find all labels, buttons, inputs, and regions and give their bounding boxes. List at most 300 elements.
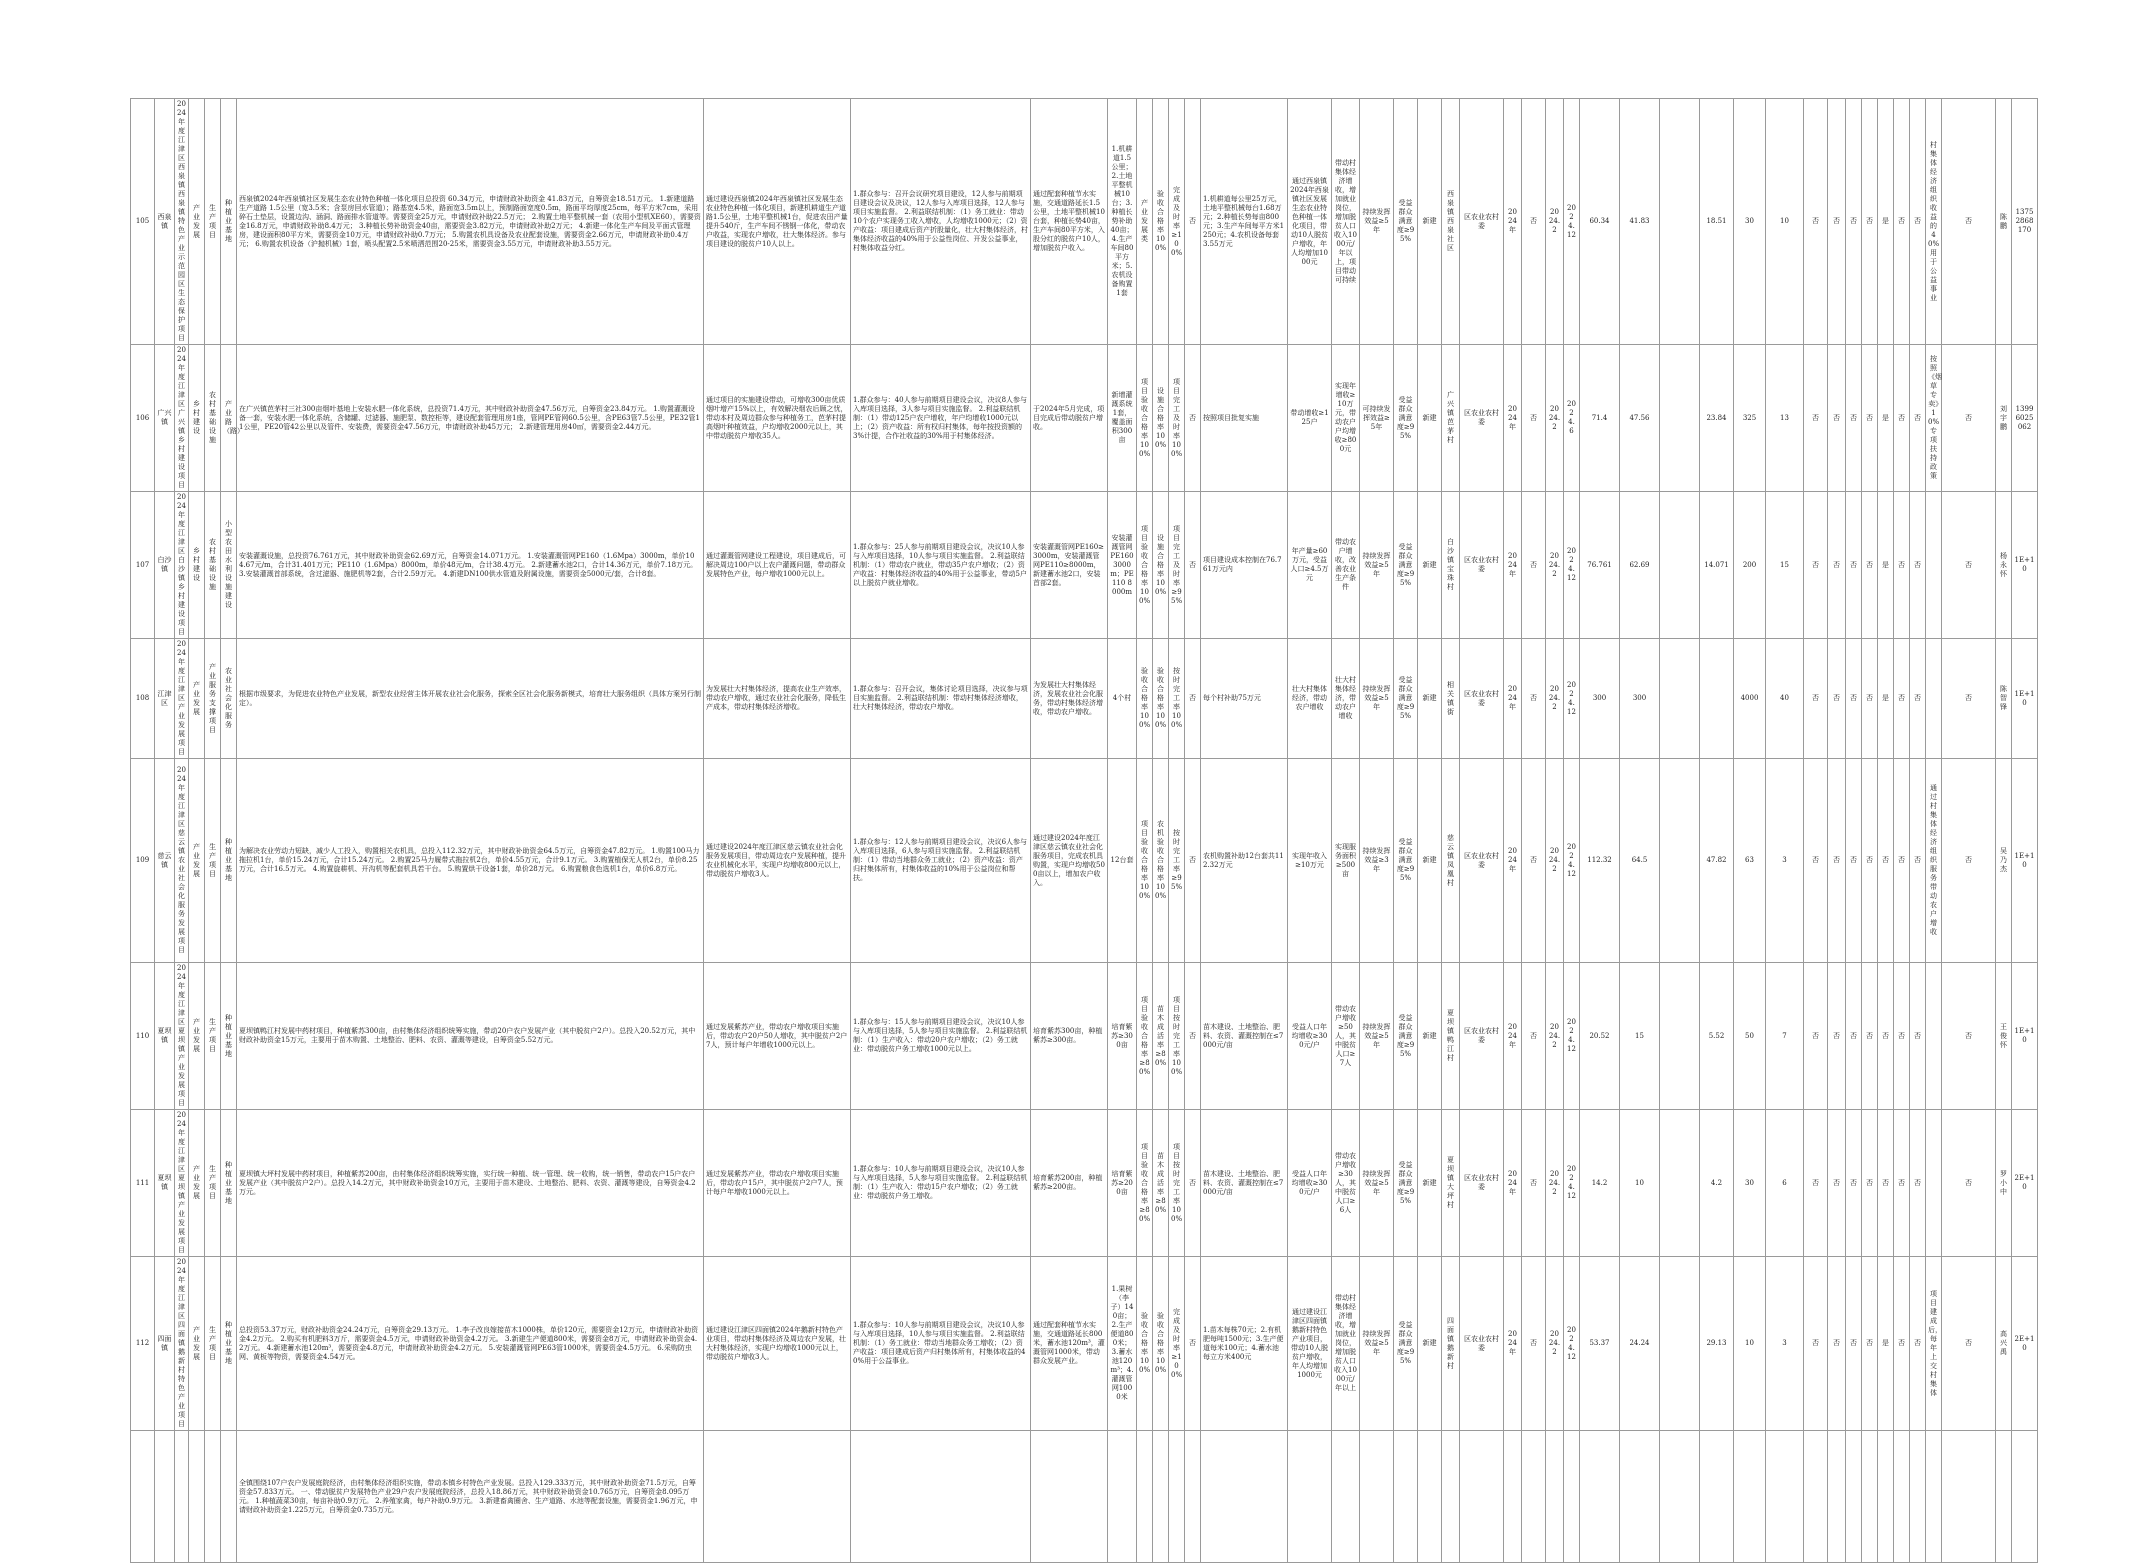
performance-goal: 于2024年5月完成，项目完成后带动脱贫户增收。 <box>1031 345 1108 492</box>
cost-indicator: 苗木建设、土地整治、肥料、农资、灌溉控制在≤7000元/亩 <box>1201 1110 1288 1257</box>
table-row <box>131 1257 2068 1431</box>
bundled-flag: 否 <box>1522 1110 1546 1257</box>
contact-phone: 1E+10 <box>2012 492 2038 639</box>
flag-8: 否 <box>1942 639 1996 759</box>
empty-cell <box>1894 1431 1910 1563</box>
sustainability: 持续发挥效益≥5年 <box>1360 99 1394 345</box>
central-funds: 62.69 <box>1620 492 1660 639</box>
plan-year: 2024年 <box>1504 1257 1522 1431</box>
flag-7: 否 <box>1910 759 1926 963</box>
project-category: 种植业基地 <box>221 759 237 963</box>
empty-cell <box>1394 1431 1418 1563</box>
flag-3: 否 <box>1846 639 1862 759</box>
empty-cell <box>1620 1431 1660 1563</box>
total-investment: 300 <box>1580 639 1620 759</box>
flag-5: 否 <box>1878 759 1894 963</box>
sustainability: 持续发挥效益≥5年 <box>1360 1110 1394 1257</box>
start-date: 2024.2 <box>1546 99 1564 345</box>
start-date: 2024.2 <box>1546 492 1564 639</box>
performance-goal: 通过配套种植节水实施，交通道路延长800米，蓄水池120m³，灌溉管网1000米，带动群众发展产业。 <box>1031 1257 1108 1431</box>
contact-person: 刘宇鹏 <box>1996 345 2012 492</box>
flag-2: 否 <box>1828 1110 1846 1257</box>
start-date: 2024.2 <box>1546 639 1564 759</box>
project-subtype: 生产项目 <box>205 963 221 1110</box>
responsible-dept: 区农业农村委 <box>1460 759 1504 963</box>
flag-7: 否 <box>1910 492 1926 639</box>
row-number: 109 <box>131 759 155 963</box>
empty-cell <box>1288 1431 1332 1563</box>
table-row <box>131 345 2068 492</box>
construction-nature: 新建 <box>1418 639 1442 759</box>
empty-cell <box>1660 1431 1700 1563</box>
flag-2: 否 <box>1828 1257 1846 1431</box>
town-cell: 白沙镇 <box>155 492 175 639</box>
project-category: 小型农田水利设施建设 <box>221 492 237 639</box>
cost-indicator: 每个村补助75万元 <box>1201 639 1288 759</box>
bundled-flag: 否 <box>1522 345 1546 492</box>
total-investment: 60.34 <box>1580 99 1620 345</box>
project-subtype: 生产项目 <box>205 759 221 963</box>
project-name: 2024年度江津区夏坝镇产业发展项目 <box>175 963 189 1110</box>
flag-5: 是 <box>1878 492 1894 639</box>
empty-cell <box>704 1431 851 1563</box>
empty-cell <box>131 1431 155 1563</box>
cost-indicator: 项目建设成本控制在76.761万元内 <box>1201 492 1288 639</box>
sustainability: 可持续发挥效益≥5年 <box>1360 345 1394 492</box>
poor-beneficiary-count: 15 <box>1766 492 1804 639</box>
start-date: 2024.2 <box>1546 1110 1564 1257</box>
timeliness-indicator: 完成及时率≥100% <box>1169 99 1185 345</box>
output-quantity: 培育紫苏≥300亩 <box>1108 963 1137 1110</box>
beneficiary-count: 30 <box>1734 99 1766 345</box>
quality-indicator: 苗木成活率≥80% <box>1153 963 1169 1110</box>
responsible-dept: 区农业农村委 <box>1460 99 1504 345</box>
sustainability: 持续发挥效益≥5年 <box>1360 963 1394 1110</box>
start-date: 2024.2 <box>1546 345 1564 492</box>
city-funds <box>1660 639 1700 759</box>
cost-indicator: 按照项目批复实施 <box>1201 345 1288 492</box>
flag-7: 否 <box>1910 963 1926 1110</box>
empty-cell <box>1564 1431 1580 1563</box>
placeholder-a: 否 <box>1185 1257 1201 1431</box>
responsible-dept: 区农业农村委 <box>1460 963 1504 1110</box>
placeholder-a: 否 <box>1185 759 1201 963</box>
central-funds: 24.24 <box>1620 1257 1660 1431</box>
economic-benefit: 带动增收≥125户 <box>1288 345 1332 492</box>
project-category: 种植业基地 <box>221 963 237 1110</box>
contact-person: 杨永怀 <box>1996 492 2012 639</box>
flag-4: 否 <box>1862 492 1878 639</box>
flag-8: 否 <box>1942 492 1996 639</box>
responsible-dept: 区农业农村委 <box>1460 1257 1504 1431</box>
plan-year: 2024年 <box>1504 1110 1522 1257</box>
placeholder-a: 否 <box>1185 963 1201 1110</box>
output-indicator: 项目验收合格率≥80% <box>1137 1110 1153 1257</box>
table-row <box>131 963 2068 1110</box>
sustainability: 持续发挥效益≥5年 <box>1360 492 1394 639</box>
bundled-flag: 否 <box>1522 99 1546 345</box>
town-cell: 江津区 <box>155 639 175 759</box>
flag-2: 否 <box>1828 492 1846 639</box>
performance-goal: 培育紫苏300亩，种植紫苏≥300亩。 <box>1031 963 1108 1110</box>
output-quantity: 培育紫苏≥200亩 <box>1108 1110 1137 1257</box>
contact-phone: 2E+10 <box>2012 1110 2038 1257</box>
remark: 通过村集体经济组织服务带动农户增收 <box>1926 759 1942 963</box>
satisfaction: 受益群众满意度≥95% <box>1394 639 1418 759</box>
flag-1: 否 <box>1804 963 1828 1110</box>
end-date: 2024.6 <box>1564 345 1580 492</box>
project-type: 产业发展 <box>189 963 205 1110</box>
row-number: 110 <box>131 963 155 1110</box>
flag-6: 否 <box>1894 759 1910 963</box>
cost-indicator: 苗木建设、土地整治、肥料、农资、灌溉控制在≤7000元/亩 <box>1201 963 1288 1110</box>
quality-indicator: 设施合格率100% <box>1153 345 1169 492</box>
placeholder-a: 否 <box>1185 99 1201 345</box>
remark <box>1926 1110 1942 1257</box>
end-date: 2024.12 <box>1564 99 1580 345</box>
placeholder-a: 否 <box>1185 345 1201 492</box>
flag-4: 否 <box>1862 759 1878 963</box>
placeholder-a: 否 <box>1185 492 1201 639</box>
cost-indicator: 农机购置补助12台套共112.32万元 <box>1201 759 1288 963</box>
empty-cell <box>1031 1431 1108 1563</box>
contact-phone: 13996025062 <box>2012 345 2038 492</box>
construction-content: 在广兴镇芭茅村三社300亩烟叶基地上安装水肥一体化系统，总投资71.4万元，其中财政补助资金47.56万元，自筹资金23.84万元。 1.购置灌溉设备一套，安装水肥一体化系统，含储罐、过滤器、施肥泵、数控柜等，建设配套管理用房1座，管网PE管网60.5公里，含PE63管7.5公里，PE32管11公里，PE20管42公里以及管件、安装费，需要资金47.56万元，申请财政补助45万元； 2.新建管理用房40㎡，需要资金2.44万元。 <box>237 345 704 492</box>
remark <box>1926 963 1942 1110</box>
beneficiary-count: 50 <box>1734 963 1766 1110</box>
plan-year: 2024年 <box>1504 639 1522 759</box>
city-funds <box>1660 345 1700 492</box>
interest-linkage: 1.群众参与：召开会议，集体讨论项目选择，决议参与项目实施监督。 2.利益联结机制：带动村集体经济增收，壮大村集体经济，带动农户增收。 <box>851 639 1031 759</box>
benefit-mechanism: 通过建设西泉镇2024年西泉镇社区发展生态农业特色种植一体化项目，新建机耕道生产道路1.5公里，土地平整机械1台，促进农田产量提升540斤，生产车间不锈钢一体化，带动农户收益，实现农户增收，壮大集体经济。参与项目建设的脱贫户10人以上。 <box>704 99 851 345</box>
bundled-flag: 否 <box>1522 963 1546 1110</box>
construction-site: 相关镇街 <box>1442 639 1460 759</box>
project-subtype: 农村基础设施 <box>205 492 221 639</box>
construction-site: 夏坝镇鸭江村 <box>1442 963 1460 1110</box>
flag-7: 否 <box>1910 99 1926 345</box>
poor-beneficiary-count: 6 <box>1766 1110 1804 1257</box>
construction-content: 夏坝镇大坪村发展中药材项目，种植紫苏200亩，由村集体经济组织统筹实施，实行统一种植、统一管理、统一收购，统一销售，带动农户15户农户发展产业（其中脱贫户2户）。总投入14.2万元，其中财政补助资金10万元，主要用于苗木建设、土地整治、肥料、农资、灌溉等建设，自筹资金4.2万元。 <box>237 1110 704 1257</box>
flag-1: 否 <box>1804 345 1828 492</box>
flag-4: 否 <box>1862 1110 1878 1257</box>
flag-8: 否 <box>1942 1110 1996 1257</box>
economic-benefit: 实现年收入≥10万元 <box>1288 759 1332 963</box>
contact-phone: 2E+10 <box>2012 1257 2038 1431</box>
poor-beneficiary-count: 7 <box>1766 963 1804 1110</box>
table-row <box>131 639 2068 759</box>
satisfaction: 受益群众满意度≥95% <box>1394 759 1418 963</box>
construction-content: 根据市级要求，为促进农业特色产业发展，新型农业经营主体开展农业社会化服务，探索全区社会化服务新模式，培育壮大服务组织（具体方案另行制定）。 <box>237 639 704 759</box>
central-funds: 300 <box>1620 639 1660 759</box>
contact-person: 陈智锋 <box>1996 639 2012 759</box>
project-type: 产业发展 <box>189 759 205 963</box>
remark <box>1926 639 1942 759</box>
city-funds <box>1660 963 1700 1110</box>
total-investment: 53.37 <box>1580 1257 1620 1431</box>
timeliness-indicator: 项目完工及时率≥95% <box>1169 492 1185 639</box>
poor-beneficiary-count: 40 <box>1766 639 1804 759</box>
city-funds <box>1660 759 1700 963</box>
flag-8: 否 <box>1942 963 1996 1110</box>
empty-cell <box>851 1431 1031 1563</box>
central-funds: 15 <box>1620 963 1660 1110</box>
row-number: 111 <box>131 1110 155 1257</box>
beneficiary-count: 200 <box>1734 492 1766 639</box>
project-subtype: 农村基础设施 <box>205 345 221 492</box>
flag-3: 否 <box>1846 1110 1862 1257</box>
construction-nature: 新建 <box>1418 759 1442 963</box>
responsible-dept: 区农业农村委 <box>1460 492 1504 639</box>
flag-4: 否 <box>1862 963 1878 1110</box>
project-category: 农业社会化服务 <box>221 639 237 759</box>
remark: 村集体经济组织收益的40%用于公益事业 <box>1926 99 1942 345</box>
social-benefit: 带动村集体经济增收，增加就业岗位，增加脱贫人口收入1000元/年以上 <box>1332 1257 1360 1431</box>
flag-1: 否 <box>1804 492 1828 639</box>
total-investment: 71.4 <box>1580 345 1620 492</box>
cost-indicator: 1.机耕道每公里25万元，土地平整机械每台1.68万元；2.种植长势每亩800元；3.生产车间每平方米1250元；4.农机设备每套3.55万元 <box>1201 99 1288 345</box>
self-funds: 14.071 <box>1700 492 1734 639</box>
contact-phone: 1E+10 <box>2012 639 2038 759</box>
social-benefit: 壮大村集体经济，带动农户增收 <box>1332 639 1360 759</box>
flag-4: 否 <box>1862 1257 1878 1431</box>
construction-nature: 新建 <box>1418 1110 1442 1257</box>
construction-nature: 新建 <box>1418 1257 1442 1431</box>
contact-person: 陈鹏 <box>1996 99 2012 345</box>
beneficiary-count: 4000 <box>1734 639 1766 759</box>
empty-cell <box>1185 1431 1201 1563</box>
project-name: 2024年度江津区夏坝镇产业发展项目 <box>175 1110 189 1257</box>
flag-2: 否 <box>1828 963 1846 1110</box>
contact-phone: 13752868170 <box>2012 99 2038 345</box>
empty-cell <box>1504 1431 1522 1563</box>
output-quantity: 1.果树（李子）140亩；2.生产便道800米；3.蓄水池120m³；4.灌溉管网1000米 <box>1108 1257 1137 1431</box>
interest-linkage: 1.群众参与：40人参与前期项目建设会议，决议8人参与入库项目选择，3人参与项目实施监督。 2.利益联结机制：（1）带动125户农户增收，年户均增收1000元以上；（2）资产收益：所有权归村集体，每年按投资额的3%计提，合作社收益的30%用于村集体经济。 <box>851 345 1031 492</box>
interest-linkage: 1.群众参与：召开会议研究项目建设，12人参与前期项目建设会议及决议，12人参与入库项目选择，12人参与项目实施监督。 2.利益联结机制：（1）务工就业：带动10个农户实现务工收入增收，人均增收1000元；（2）资产收益：项目建成后资产折股量化，壮大村集体经济，村集体经济收益的40%用于公益性岗位、开发公益事业，村集体收益分红。 <box>851 99 1031 345</box>
central-funds: 41.83 <box>1620 99 1660 345</box>
flag-1: 否 <box>1804 99 1828 345</box>
flag-8: 否 <box>1942 759 1996 963</box>
plan-year: 2024年 <box>1504 345 1522 492</box>
project-name: 2024年度江津区四面镇鹅新村特色产业项目 <box>175 1257 189 1431</box>
construction-nature: 新建 <box>1418 492 1442 639</box>
timeliness-indicator: 项目完工及时率100% <box>1169 345 1185 492</box>
performance-goal: 通过配套种植节水实施，交通道路延长1.5公里，土地平整机械10台套，种植长势40亩，生产车间80平方米，入股分红的脱贫户10人，增加脱贫户收入。 <box>1031 99 1108 345</box>
flag-5: 是 <box>1878 345 1894 492</box>
end-date: 2024.12 <box>1564 759 1580 963</box>
empty-cell <box>1418 1431 1442 1563</box>
flag-5: 是 <box>1878 639 1894 759</box>
output-indicator: 项目验收合格率100% <box>1137 345 1153 492</box>
project-category: 种植业基地 <box>221 1257 237 1431</box>
sustainability: 持续发挥效益≥5年 <box>1360 1257 1394 1431</box>
plan-year: 2024年 <box>1504 492 1522 639</box>
empty-cell <box>175 1431 189 1563</box>
flag-6: 否 <box>1894 963 1910 1110</box>
flag-1: 否 <box>1804 1257 1828 1431</box>
output-quantity: 12台套 <box>1108 759 1137 963</box>
project-category: 种植业基地 <box>221 99 237 345</box>
empty-cell <box>1734 1431 1766 1563</box>
benefit-mechanism: 通过灌溉管网建设工程建设，项目建成后，可解决周边100户以上农户灌溉问题，带动群众发展特色产业，每户增收1000元以上。 <box>704 492 851 639</box>
poor-beneficiary-count: 3 <box>1766 759 1804 963</box>
town-cell: 慈云镇 <box>155 759 175 963</box>
self-funds: 5.52 <box>1700 963 1734 1110</box>
city-funds <box>1660 99 1700 345</box>
empty-cell <box>1996 1431 2012 1563</box>
town-cell: 夏坝镇 <box>155 1110 175 1257</box>
self-funds <box>1700 639 1734 759</box>
quality-indicator: 验收合格率100% <box>1153 639 1169 759</box>
benefit-mechanism: 通过建设江津区四面镇2024年鹅新村特色产业项目，带动村集体经济及周边农户发展，壮大村集体经济，实现户均增收1000元以上，带动脱贫户增收3人。 <box>704 1257 851 1431</box>
output-indicator: 项目验收合格率≥80% <box>1137 963 1153 1110</box>
performance-goal: 通过建设2024年度江津区慈云镇农业社会化服务项目，完成农机具购置，实现户均增收500亩以上，增加农户收入。 <box>1031 759 1108 963</box>
flag-2: 否 <box>1828 99 1846 345</box>
project-type: 产业发展 <box>189 1110 205 1257</box>
flag-7: 否 <box>1910 639 1926 759</box>
flag-4: 否 <box>1862 639 1878 759</box>
social-benefit: 实现年增收≥10万元，带动农户户均增收≥800元 <box>1332 345 1360 492</box>
central-funds: 10 <box>1620 1110 1660 1257</box>
table-row <box>131 759 2068 963</box>
city-funds <box>1660 1257 1700 1431</box>
construction-content: 总投资53.37万元，财政补助资金24.24万元，自筹资金29.13万元。 1.李子改良嫁接苗木1000株，单价120元，需要资金12万元，申请财政补助资金4.2万元。 2.购买有机肥料3万斤，需要资金4.5万元，申请财政补助资金4.2万元。 3.新建生产便道800米，需要资金8万元，申请财政补助资金4.2万元。 4.新建蓄水池120m³，需要资金4.8万元，申请财政补助资金4.2万元。 5.安装灌溉管网PE63管1000米，需要资金4.5万元。 6.采购防虫网、黄板等物资，需要资金4.54万元。 <box>237 1257 704 1431</box>
table-row <box>131 99 2068 345</box>
empty-cell <box>205 1431 221 1563</box>
project-type: 产业发展 <box>189 99 205 345</box>
project-category: 产业路（路） <box>221 345 237 492</box>
project-subtype: 生产项目 <box>205 1110 221 1257</box>
responsible-dept: 区农业农村委 <box>1460 639 1504 759</box>
city-funds <box>1660 492 1700 639</box>
empty-cell <box>1137 1431 1153 1563</box>
flag-7: 否 <box>1910 1110 1926 1257</box>
total-investment: 76.761 <box>1580 492 1620 639</box>
performance-goal: 培育紫苏200亩，种植紫苏≥200亩。 <box>1031 1110 1108 1257</box>
poor-beneficiary-count: 13 <box>1766 345 1804 492</box>
flag-7: 否 <box>1910 345 1926 492</box>
flag-6: 否 <box>1894 1257 1910 1431</box>
flag-1: 否 <box>1804 759 1828 963</box>
empty-cell <box>1828 1431 1846 1563</box>
timeliness-indicator: 按时完工率100% <box>1169 639 1185 759</box>
bundled-flag: 否 <box>1522 1257 1546 1431</box>
contact-person: 高兴禹 <box>1996 1257 2012 1431</box>
economic-benefit: 壮大村集体经济，带动农户增收 <box>1288 639 1332 759</box>
self-funds: 47.82 <box>1700 759 1734 963</box>
timeliness-indicator: 按时完工率≥95% <box>1169 759 1185 963</box>
project-name: 2024年度江津区慈云镇农业社会化服务发展项目 <box>175 759 189 963</box>
flag-3: 否 <box>1846 99 1862 345</box>
construction-site: 广兴镇芭茅村 <box>1442 345 1460 492</box>
flag-5: 否 <box>1878 1110 1894 1257</box>
plan-year: 2024年 <box>1504 963 1522 1110</box>
social-benefit: 带动农户增收≥30人，其中脱贫人口≥6人 <box>1332 1110 1360 1257</box>
performance-goal: 为发展壮大村集体经济，发展农业社会化服务，带动村集体经济增收，带动农户增收。 <box>1031 639 1108 759</box>
flag-6: 否 <box>1894 99 1910 345</box>
plan-year: 2024年 <box>1504 759 1522 963</box>
poor-beneficiary-count: 3 <box>1766 1257 1804 1431</box>
self-funds: 18.51 <box>1700 99 1734 345</box>
cost-indicator: 1.苗木每株70元；2.有机肥每吨1500元；3.生产便道每米100元；4.蓄水池每立方米400元 <box>1201 1257 1288 1431</box>
end-date: 2024.12 <box>1564 1110 1580 1257</box>
empty-cell <box>1766 1431 1804 1563</box>
remark: 按照《烟草专卖》10%专项扶持政策 <box>1926 345 1942 492</box>
project-name: 2024年度江津区产业发展项目 <box>175 639 189 759</box>
satisfaction: 受益群众满意度≥95% <box>1394 1257 1418 1431</box>
empty-cell <box>1580 1431 1620 1563</box>
quality-indicator: 设施合格率100% <box>1153 492 1169 639</box>
construction-site: 慈云镇凤凰村 <box>1442 759 1460 963</box>
economic-benefit: 受益人口年均增收≥300元/户 <box>1288 1110 1332 1257</box>
flag-6: 否 <box>1894 492 1910 639</box>
flag-3: 否 <box>1846 1257 1862 1431</box>
row-number: 108 <box>131 639 155 759</box>
flag-3: 否 <box>1846 345 1862 492</box>
self-funds: 23.84 <box>1700 345 1734 492</box>
table-row <box>131 1110 2068 1257</box>
flag-1: 否 <box>1804 1110 1828 1257</box>
empty-cell <box>189 1431 205 1563</box>
satisfaction: 受益群众满意度≥95% <box>1394 345 1418 492</box>
project-type: 产业发展 <box>189 639 205 759</box>
project-type: 乡村建设 <box>189 492 205 639</box>
project-category: 种植业基地 <box>221 1110 237 1257</box>
empty-cell <box>1442 1431 1460 1563</box>
project-subtype: 产业服务支撑项目 <box>205 639 221 759</box>
central-funds: 64.5 <box>1620 759 1660 963</box>
empty-cell <box>1108 1431 1137 1563</box>
interest-linkage: 1.群众参与：25人参与前期项目建设会议，决议10人参与入库项目选择，10人参与项目实施监督。 2.利益联结机制：（1）带动农户就业，带动35户农户增收；（2）资产收益：村集体经济收益的40%用于公益事业，带动5户以上脱贫户就业增收。 <box>851 492 1031 639</box>
flag-2: 否 <box>1828 345 1846 492</box>
output-indicator: 验收合格率100% <box>1137 639 1153 759</box>
output-indicator: 验收合格率100% <box>1137 1257 1153 1431</box>
flag-7: 否 <box>1910 1257 1926 1431</box>
empty-cell <box>1153 1431 1169 1563</box>
beneficiary-count: 10 <box>1734 1257 1766 1431</box>
self-funds: 4.2 <box>1700 1110 1734 1257</box>
empty-cell <box>1460 1431 1504 1563</box>
bundled-flag: 否 <box>1522 639 1546 759</box>
contact-phone: 1E+10 <box>2012 759 2038 963</box>
end-date: 2024.12 <box>1564 1257 1580 1431</box>
central-funds: 47.56 <box>1620 345 1660 492</box>
end-date: 2024.12 <box>1564 492 1580 639</box>
timeliness-indicator: 项目按时完工率100% <box>1169 963 1185 1110</box>
empty-cell <box>1846 1431 1862 1563</box>
construction-nature: 新建 <box>1418 99 1442 345</box>
interest-linkage: 1.群众参与：10人参与前期项目建设会议，决议10人参与入库项目选择，5人参与项目实施监督。 2.利益联结机制：（1）生产收入：带动15户农户增收；（2）务工就业：带动脱贫户务工增收。 <box>851 1110 1031 1257</box>
flag-6: 否 <box>1894 639 1910 759</box>
plan-year: 2024年 <box>1504 99 1522 345</box>
empty-cell <box>1169 1431 1185 1563</box>
flag-3: 否 <box>1846 963 1862 1110</box>
town-cell: 广兴镇 <box>155 345 175 492</box>
interest-linkage: 1.群众参与：12人参与前期项目建设会议，决议6人参与入库项目选择，6人参与项目实施监督。 2.利益联结机制：（1）带动当地群众务工就业；（2）资产收益：资产归村集体所有，村集体收益的10%用于公益岗位和帮扶。 <box>851 759 1031 963</box>
town-cell: 四面镇 <box>155 1257 175 1431</box>
town-cell: 西泉镇 <box>155 99 175 345</box>
start-date: 2024.2 <box>1546 759 1564 963</box>
timeliness-indicator: 项目按时完工率100% <box>1169 1110 1185 1257</box>
flag-6: 否 <box>1894 1110 1910 1257</box>
project-name: 2024年度江津区白沙镇乡村建设项目 <box>175 492 189 639</box>
row-number: 106 <box>131 345 155 492</box>
project-name: 2024年度江津区西泉镇西泉镇特色产业示范园区生态保护项目 <box>175 99 189 345</box>
output-quantity: 安装灌溉管网PE160 3000m；PE110 8000m <box>1108 492 1137 639</box>
contact-person: 罗小中 <box>1996 1110 2012 1257</box>
table-row-partial <box>131 1431 2068 1563</box>
empty-cell <box>1804 1431 1828 1563</box>
benefit-mechanism: 通过发展紫苏产业，带动农户增收项目实施后，带动农户15户，其中脱贫户2户7人，预计每户年增收1000元以上。 <box>704 1110 851 1257</box>
